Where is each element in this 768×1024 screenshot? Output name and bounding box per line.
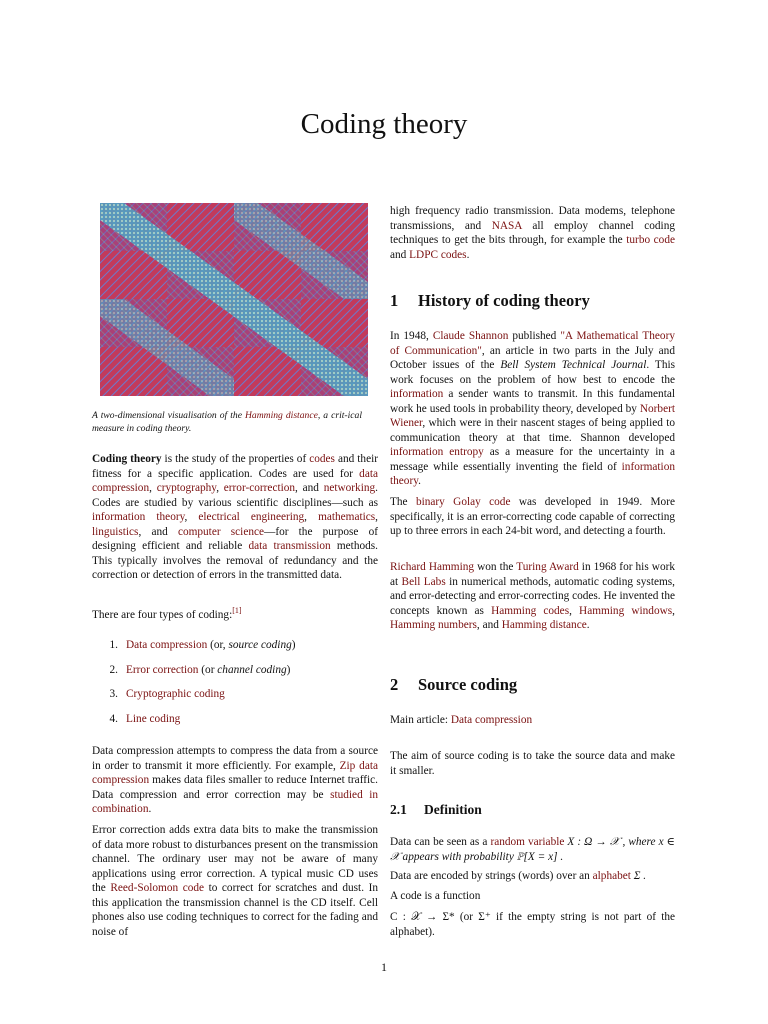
page-title: Coding theory — [300, 108, 468, 140]
error-correction-link[interactable]: error-correction — [223, 482, 296, 494]
intro-paragraph: Coding theory is the study of the properties of codes and their fitness for a specific application. Codes are used for data compression, cryptography, error-correction, and networking. Codes are studied by various scientific disciplines—such as information theory, electrical engineering, mathematics, linguistics, and computer science—for the purpose of designing efficient and reliable data transmission methods. This typically involves the removal of redundancy and the correction or detection of errors in the transmitted data. — [92, 453, 378, 581]
section-heading-source-coding: 2 Source coding — [390, 675, 518, 694]
hamming-distance-figure — [100, 203, 368, 396]
turbo-code-link[interactable]: turbo code — [626, 234, 675, 246]
electrical-engineering-link[interactable]: electrical engineering — [198, 511, 305, 523]
list-item: 1. Data compression (or, source coding) — [109, 639, 296, 651]
page-number: 1 — [381, 960, 387, 974]
alphabet-link[interactable]: alphabet — [592, 870, 631, 882]
definition-paragraph-2: Data are encoded by strings (words) over an alphabet Σ . — [390, 870, 647, 882]
figure-caption: A two-dimensional visualisation of the Hamming distance, a crit-ical measure in coding theory. — [92, 410, 362, 434]
ldpc-codes-link[interactable]: LDPC codes — [409, 248, 467, 261]
coding-types-list — [92, 638, 378, 736]
line-coding-link[interactable]: Line coding — [126, 712, 181, 725]
section-heading-history: 1 History of coding theory — [390, 291, 590, 310]
history-paragraph-2: The binary Golay code was developed in 1949. More specifically, it is an error-correcting code capable of correcting up to three errors in each 24-bit word, and detecting a fourth. — [390, 496, 675, 537]
hamming-distance-link[interactable]: Hamming distance — [245, 410, 318, 421]
hamming-distance-link-2[interactable]: Hamming distance — [501, 619, 587, 631]
types-intro: There are four types of coding:[1] — [92, 606, 242, 621]
definition-paragraph-3: A code is a function — [390, 890, 481, 902]
error-correction-type-link[interactable]: Error correction — [126, 663, 199, 676]
codes-link[interactable]: codes — [309, 453, 335, 465]
binary-golay-code-link[interactable]: binary Golay code — [415, 496, 511, 508]
list-item: 4. Line coding — [109, 712, 181, 725]
source-coding-paragraph: The aim of source coding is to take the source data and make it smaller. — [390, 750, 675, 777]
hamming-visualisation-image — [100, 203, 368, 396]
information-theory-link[interactable]: information theory — [92, 511, 185, 523]
information-theory-link-2[interactable]: information theory — [390, 460, 675, 487]
bell-labs-link[interactable]: Bell Labs — [401, 575, 446, 588]
cryptography-link[interactable]: cryptography — [156, 482, 217, 494]
norbert-wiener-link[interactable]: Norbert Wiener — [390, 402, 675, 429]
random-variable-link[interactable]: random variable — [490, 836, 565, 848]
history-paragraph-3: Richard Hamming won the Turing Award in 1968 for his work at Bell Labs in numerical methods, automatic coding systems, and error-detecting and error-correcting codes. He invented the concepts known as Hamming codes, Hamming windows, Hamming numbers, and Hamming distance. — [390, 561, 675, 631]
list-item: 3. Cryptographic coding — [109, 688, 225, 700]
data-compression-link[interactable]: data compression — [92, 467, 378, 494]
computer-science-link[interactable]: computer science — [177, 525, 265, 538]
main-article-note: Main article: Data compression — [390, 714, 533, 726]
mathematical-theory-link[interactable]: "A Mathematical Theory of Communication" — [390, 330, 675, 357]
subsection-heading-definition: 2.1 Definition — [390, 802, 482, 817]
data-compression-type-link[interactable]: Data compression — [126, 639, 208, 651]
error-correction-paragraph: Error correction adds extra data bits to make the transmission of data more robust to disturbances present on the transmission channel. The ordinary user may not be aware of many applications using error correction. A typical music CD uses the Reed-Solomon code to correct for scratches and dust. In this application the transmission channel is the CD itself. Cell phones also use coding techniques to correct for the fading and noise of — [92, 824, 378, 938]
cryptographic-coding-link[interactable]: Cryptographic coding — [126, 688, 225, 700]
data-compression-main-article-link[interactable]: Data compression — [450, 714, 533, 726]
hamming-codes-link[interactable]: Hamming codes — [491, 604, 570, 617]
zip-data-compression-link[interactable]: Zip data compression — [92, 759, 378, 786]
reed-solomon-link[interactable]: Reed-Solomon code — [110, 882, 205, 894]
data-transmission-link[interactable]: data transmission — [248, 540, 331, 552]
list-item: 2. Error correction (or channel coding) — [109, 663, 291, 676]
mathematics-link[interactable]: mathematics — [318, 511, 376, 523]
history-paragraph-1: In 1948, Claude Shannon published "A Mathematical Theory of Communication", an article in two parts in the July and October issues of the Bell System Technical Journal. This work focuses on the problem of how best to encode the information a sender wants to transmit. In this fundamental work he used tools in probability theory, developed by Norbert Wiener, which were in their nascent stages of being applied to communication theory at that time. Shannon developed information entropy as a measure for the uncertainty in a message while essentially inventing the field of information theory. — [390, 330, 675, 487]
data-compression-paragraph: Data compression attempts to compress the data from a source in order to transmit it more efficiently. For example, Zip data compression makes data files smaller to reduce Internet traffic. Data compression and error correction may be studied in combination. — [92, 745, 378, 815]
richard-hamming-link[interactable]: Richard Hamming — [390, 561, 475, 573]
definition-paragraph-4: C : 𝒳 → Σ* (or Σ⁺ if the empty string is not part of the alphabet). — [390, 911, 675, 938]
continuation-paragraph: high frequency radio transmission. Data modems, telephone transmissions, and NASA all employ channel coding techniques to get the bits through, for example the turbo code and LDPC codes. — [390, 205, 675, 261]
hamming-numbers-link[interactable]: Hamming numbers — [390, 619, 477, 631]
definition-paragraph-1: Data can be seen as a random variable X : Ω → 𝒳 , where x ∈ 𝒳 appears with probability ℙ[X = x] . — [390, 836, 676, 863]
nasa-link[interactable]: NASA — [491, 219, 522, 232]
information-entropy-link[interactable]: information entropy — [390, 446, 484, 458]
networking-link[interactable]: networking — [323, 482, 376, 494]
claude-shannon-link[interactable]: Claude Shannon — [432, 330, 509, 342]
information-link[interactable]: information — [390, 388, 444, 400]
hamming-windows-link[interactable]: Hamming windows — [579, 604, 673, 617]
linguistics-link[interactable]: linguistics — [92, 525, 139, 538]
studied-in-combination-link[interactable]: studied in combination — [92, 788, 378, 815]
reference-1-link[interactable]: [1] — [232, 606, 242, 615]
turing-award-link[interactable]: Turing Award — [516, 561, 579, 573]
